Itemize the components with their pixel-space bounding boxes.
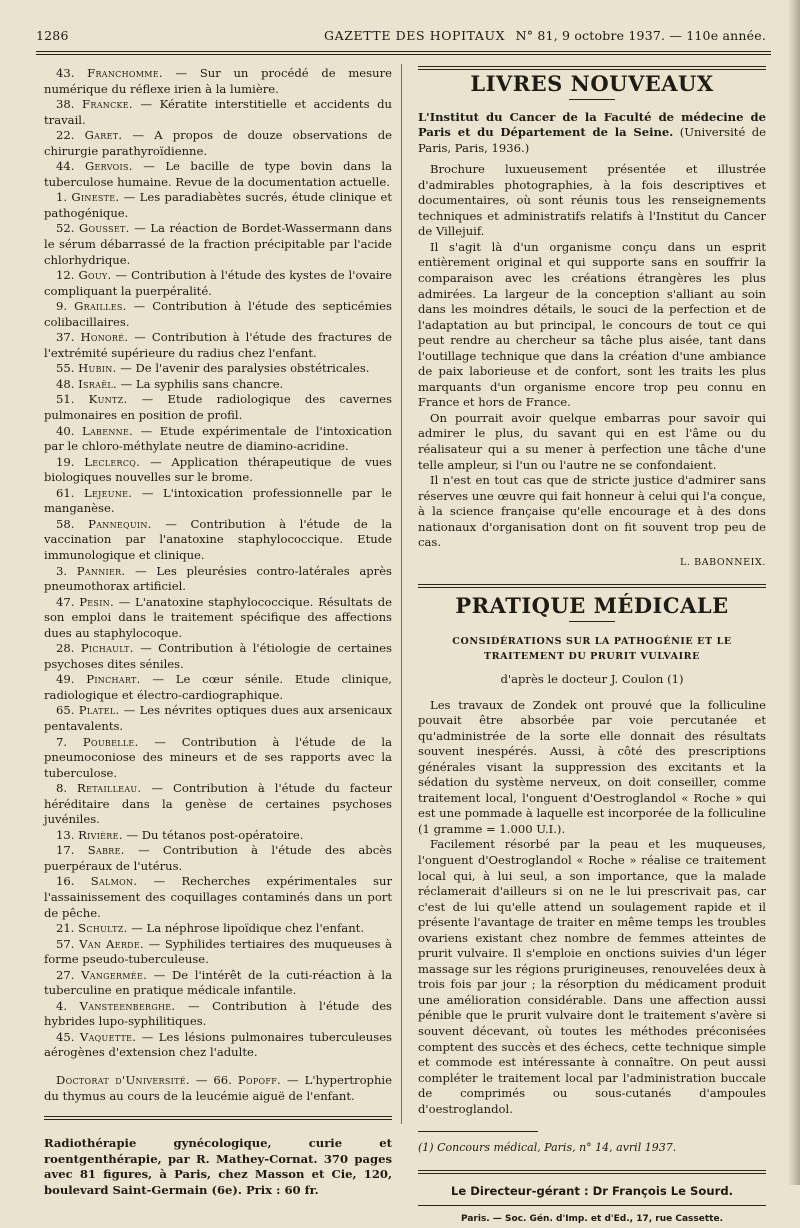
thesis-entry	[44, 672, 392, 703]
thesis-author: Gousset.	[79, 221, 130, 236]
thesis-number: 40.	[56, 423, 75, 438]
header-rule	[36, 51, 771, 52]
thesis-title: — Contribution à l'étude des septicémies colibacillaires.	[44, 299, 392, 329]
thesis-number: 48.	[56, 376, 75, 391]
thesis-author: Labenne.	[81, 423, 134, 438]
thesis-title: — Contribution à l'étude des hybrides lupo-syphilitiques.	[44, 998, 393, 1029]
book-heading	[418, 110, 766, 157]
thesis-entry	[44, 97, 392, 128]
thesis-author: Van Aerde.	[79, 936, 145, 951]
thesis-number: 19.	[56, 454, 75, 469]
thesis-entry	[44, 937, 392, 968]
thesis-entry	[44, 377, 392, 393]
thesis-number: 9.	[56, 299, 68, 314]
thesis-author: Rivière.	[78, 827, 123, 842]
thesis-title: — Du tétanos post-opératoire.	[122, 827, 304, 842]
thesis-title: — L'anatoxine staphylococcique. Résultats de son emploi dans le traitement spécifique des affections dues au staphylocoque.	[44, 594, 393, 640]
thesis-number: 1.	[56, 190, 68, 205]
thesis-author: Sabre.	[87, 843, 125, 858]
book-publisher: (Université de Paris, Paris, 1936.)	[418, 125, 766, 155]
thesis-number: 55.	[56, 361, 75, 376]
thesis-entry	[44, 828, 392, 844]
thesis-title: — Contribution à l'étude de la vaccination par l'anatoxine staphylococcique. Etude immunologique et clinique.	[44, 516, 392, 562]
thesis-author: Pesin.	[79, 594, 114, 609]
thesis-number: 7.	[56, 734, 68, 749]
doctorat-entry	[44, 1073, 392, 1104]
doctorat-label: Doctorat d'Université.	[56, 1073, 190, 1087]
thesis-number: 16.	[56, 874, 75, 889]
thesis-entry	[44, 781, 392, 828]
journal-title: GAZETTE DES HOPITAUX	[324, 28, 506, 43]
printer-line: Paris. — Soc. Gén. d'Imp. et d'Ed., 17, rue Cassette.	[461, 1214, 723, 1225]
thesis-number: 37.	[56, 330, 75, 345]
thesis-author: Vansteenberghe.	[79, 998, 176, 1013]
thesis-title: — La néphrose lipoïdique chez l'enfant.	[127, 921, 365, 936]
thesis-author: Pannier.	[76, 563, 126, 578]
thesis-title: — Syphilides tertiaires des muqueuses à forme pseudo-tuberculeuse.	[44, 936, 392, 967]
thesis-entry	[44, 299, 392, 330]
footnote: (1) Concours médical, Paris, n° 14, avril 1937.	[418, 1141, 677, 1155]
doctorat-author: Popoff.	[237, 1073, 282, 1087]
thesis-entry	[44, 424, 392, 455]
thesis-title: — De l'intérêt de la cuti-réaction à la tuberculine en pratique médicale infantile.	[44, 967, 393, 998]
thesis-number: 51.	[56, 392, 75, 407]
thesis-author: Pichault.	[80, 641, 134, 656]
thesis-author: Hubin.	[78, 361, 117, 376]
article-paragraph: Les travaux de Zondek ont prouvé que la folliculine pouvait être absorbée par voie percutanée et qu'administrée de la sorte elle donnait des résultats souvent inespérés. Aussi, à côté des prescriptions générales visant la suppression des excitants et la sédation du système nerveux, on doit conseiller, comme traitement local, l'onguent d'Oestroglandol « Roche » qui est une pommade à laquelle est incorporée de la folliculine (1 gramme = 1.000 U.I.).	[418, 697, 766, 836]
thesis-title: — Contribution à l'étude du facteur héréditaire dans la genèse de certaines psychoses juvéniles.	[44, 781, 393, 827]
thesis-number: 57.	[56, 936, 75, 951]
thesis-entry	[44, 330, 392, 361]
right-column	[418, 66, 766, 1228]
thesis-number: 49.	[56, 672, 75, 687]
thesis-title: — Application thérapeutique de vues biologiques nouvelles sur le brome.	[44, 454, 392, 485]
thesis-entry	[44, 703, 392, 734]
thesis-author: Gervois.	[84, 159, 133, 174]
page-edge-shadow	[788, 0, 800, 1185]
thesis-author: Israël.	[78, 376, 117, 391]
thesis-author: Retailleau.	[77, 781, 142, 796]
footnote-rule	[418, 1131, 538, 1132]
thesis-author: Grailles.	[74, 299, 127, 314]
pratique-title: PRATIQUE MÉDICALE	[455, 593, 729, 619]
thesis-entry	[44, 361, 392, 377]
thesis-author: Vangermée.	[81, 967, 148, 982]
director-line: Le Directeur-gérant : Dr François Le Sourd.	[450, 1183, 734, 1198]
thesis-title: — Le cœur sénile. Etude clinique, radiologique et électro-cardiographique.	[44, 672, 392, 702]
thesis-author: Pannequin.	[88, 516, 152, 531]
thesis-author: Honoré.	[80, 330, 129, 345]
thesis-author: Platel.	[78, 703, 120, 718]
footer-rule	[418, 1170, 766, 1174]
thesis-title: — Les névrites optiques dues aux arsenicaux pentavalents.	[44, 703, 393, 733]
article-subheading: CONSIDÉRATIONS SUR LA PATHOGÉNIE ET LE TRAITEMENT DU PRURIT VULVAIRE	[452, 635, 732, 662]
review-paragraph: On pourrait avoir quelque embarras pour savoir qui admirer le plus, du savant qui en est l'âme ou du réalisateur qui a su mener à perfection une tâche d'une telle ampleur, si l'un ou l'autre ne se confondaient.	[418, 410, 766, 472]
thesis-number: 43.	[56, 66, 75, 80]
livres-title: LIVRES NOUVEAUX	[470, 71, 714, 96]
thesis-author: Lejeune.	[84, 485, 133, 500]
thesis-number: 3.	[56, 563, 68, 578]
issue-info: N° 81, 9 octobre 1937. — 110e année.	[515, 28, 766, 43]
thesis-number: 4.	[56, 998, 68, 1013]
thesis-author: Franchomme.	[87, 66, 163, 80]
thesis-number: 28.	[56, 641, 75, 656]
thesis-title: — De l'avenir des paralysies obstétricales.	[116, 361, 370, 376]
title-rule	[569, 99, 615, 100]
thesis-title: — Les lésions pulmonaires tuberculeuses aérogènes d'extension chez l'adulte.	[44, 1029, 393, 1060]
thesis-author: Leclercq.	[84, 454, 141, 469]
thesis-title: — Contribution à l'étude de la pneumoconiose des mineurs et de ses rapports avec la tuberculose.	[44, 734, 392, 780]
thesis-title: — Kératite interstitielle et accidents du travail.	[44, 97, 392, 127]
doctorat-number: — 66.	[189, 1073, 238, 1087]
thesis-entry	[44, 1030, 392, 1061]
section-rule	[44, 1116, 392, 1120]
thesis-author: Salmon.	[90, 874, 138, 889]
thesis-number: 21.	[56, 921, 75, 936]
thesis-title: — La réaction de Bordet-Wassermann dans le sérum débarrassé de la fraction précipitable par l'acide chlorhydrique.	[44, 221, 393, 267]
thesis-author: Kuntz.	[88, 392, 128, 407]
thesis-title: — Recherches expérimentales sur l'assainissement des coquillages contaminés dans un port de pêche.	[44, 874, 392, 920]
director-rule	[418, 1205, 766, 1206]
thesis-title: — L'intoxication professionnelle par le manganèse.	[44, 485, 393, 516]
thesis-entry	[44, 735, 392, 782]
title-rule	[569, 621, 615, 622]
thesis-author: Garet.	[84, 128, 123, 143]
thesis-author: Poubelle.	[82, 734, 139, 749]
page-header	[36, 28, 766, 48]
thesis-entry	[44, 999, 392, 1030]
thesis-number: 45.	[56, 1029, 75, 1044]
thesis-title: — Les pleurésies contro-latérales après pneumothorax artificiel.	[44, 563, 393, 594]
top-rule	[418, 66, 766, 70]
thesis-title: — Contribution à l'étude des kystes de l'ovaire compliquant la puerpéralité.	[44, 268, 392, 298]
thesis-entry	[44, 486, 392, 517]
thesis-entry	[44, 595, 392, 642]
thesis-title: — Contribution à l'étude des abcès puerpéraux de l'utérus.	[44, 843, 392, 873]
thesis-number: 8.	[56, 781, 68, 796]
thesis-number: 13.	[56, 827, 75, 842]
thesis-title: — Contribution à l'étiologie de certaines psychoses dites séniles.	[44, 641, 392, 671]
thesis-title: — Sur un procédé de mesure numérique du réflexe irien à la lumière.	[44, 66, 392, 96]
thesis-entry	[44, 190, 392, 221]
thesis-entry	[44, 564, 392, 595]
thesis-author: Schultz.	[78, 921, 128, 936]
thesis-number: 47.	[56, 594, 75, 609]
review-paragraph: Il s'agit là d'un organisme conçu dans un esprit entièrement original et qui supporte sans en souffrir la comparaison avec les créations étrangères les plus admirées. La largeur de la conception s'alliant au soin dans les moindres détails, le souci de la perfection et de l'adaptation au but principal, le concours de tout ce qui peut rendre au chercheur sa tâche plus aisée, tant dans l'outillage technique que dans la création d'une ambiance de paix laborieuse et de confort, sont les traits les plus marquants d'un organisme encore trop peu connu en France et hors de France.	[418, 239, 766, 410]
article-paragraph: Facilement résorbé par la peau et les muqueuses, l'onguent d'Oestroglandol « Roche » réalise ce traitement local qui, à lui seul, a son importance, que la malade réclamerait d'ailleurs si on ne le lui prescrivait pas, car c'est de lui qu'elle attend un soulagement rapide et il présente l'avantage de traiter en même temps les troubles ovariens existant chez nombre de femmes atteintes de prurit vulvaire. Il s'emploie en onctions suivies d'un léger massage sur les régions prurigineuses, renouvelées deux à trois fois par jour ; la résorption du médicament produit une amélioration considérable. Dans une affection aussi pénible que le prurit vulvaire dont le traitement s'avère si souvent décevant, où toutes les méthodes préconisées comptent des succès et des échecs, cette technique simple et commode est intéressante à connaître. On peut aussi compléter le traitement local par l'administration buccale de comprimés ou sous-cutanés d'ampoules d'oestroglandol.	[418, 837, 766, 1116]
thesis-number: 61.	[56, 485, 75, 500]
thesis-title: — A propos de douze observations de chirurgie parathyroïdienne.	[44, 128, 392, 158]
left-column	[44, 66, 392, 1198]
radiotherapie-notice: Radiothérapie gynécologique, curie et roentgenthérapie, par R. Mathey-Cornat. 370 pages avec 81 figures, à Paris, chez Masson et Cie, 120, boulevard Saint-Germain (6e). Prix : 60 fr.	[44, 1136, 392, 1197]
article-byline: d'après le docteur J. Coulon (1)	[500, 671, 684, 686]
thesis-author: Pinchart.	[86, 672, 141, 687]
thesis-number: 44.	[56, 159, 75, 174]
thesis-entry	[44, 968, 392, 999]
thesis-entry	[44, 221, 392, 268]
thesis-title: — La syphilis sans chancre.	[116, 376, 284, 391]
thesis-entry	[44, 159, 392, 190]
thesis-title: — Contribution à l'étude des fractures de l'extrémité supérieure du radius chez l'enfant.	[44, 330, 392, 360]
thesis-entry	[44, 517, 392, 564]
thesis-title: — Etude expérimentale de l'intoxication par le chloro-méthylate neutre de diamino-acridine.	[44, 423, 393, 454]
review-paragraph: Il n'est en tout cas que de stricte justice d'admirer sans réserves une œuvre qui fait honneur à celui qui l'a conçue, à la science française qu'elle encourage et à des dons nationaux d'organisation dont on fit souvent trop peu de cas.	[418, 473, 766, 550]
thesis-entry	[44, 641, 392, 672]
thesis-number: 27.	[56, 967, 75, 982]
thesis-entry	[44, 874, 392, 921]
thesis-number: 58.	[56, 516, 75, 531]
thesis-author: Francke.	[82, 97, 133, 112]
thesis-entry	[44, 455, 392, 486]
thesis-author: Vaquette.	[79, 1029, 137, 1044]
thesis-number: 12.	[56, 268, 75, 283]
page-number: 1286	[36, 28, 69, 43]
section-rule	[418, 584, 766, 588]
thesis-author: Gineste.	[71, 190, 120, 205]
thesis-entry	[44, 392, 392, 423]
thesis-list	[44, 66, 392, 1061]
thesis-entry	[44, 921, 392, 937]
thesis-title: — Les paradiabètes sucrés, étude clinique et pathogénique.	[44, 190, 393, 220]
thesis-entry	[44, 128, 392, 159]
thesis-number: 22.	[56, 128, 75, 143]
thesis-entry	[44, 268, 392, 299]
thesis-author: Gouy.	[78, 268, 112, 283]
thesis-number: 38.	[56, 97, 75, 112]
thesis-number: 17.	[56, 843, 75, 858]
thesis-number: 52.	[56, 221, 75, 236]
thesis-number: 65.	[56, 703, 75, 718]
doctorat-title: — L'hypertrophie du thymus au cours de la leucémie aiguë de l'enfant.	[44, 1073, 393, 1103]
column-divider	[401, 64, 402, 1124]
book-title: L'Institut du Cancer de la Faculté de médecine de Paris et du Département de la Seine.	[418, 109, 766, 140]
header-rule-second	[36, 54, 771, 55]
thesis-entry	[44, 66, 392, 97]
review-signature: L. BABONNEIX.	[679, 556, 766, 568]
thesis-title: — Le bacille de type bovin dans la tuberculose humaine. Revue de la documentation actuelle.	[44, 159, 392, 189]
thesis-title: — Etude radiologique des cavernes pulmonaires en position de profil.	[44, 392, 392, 423]
thesis-entry	[44, 843, 392, 874]
review-paragraph: Brochure luxueusement présentée et illustrée d'admirables photographies, à la fois descriptives et documentaires, où sont réunis tous les renseignements techniques et administratifs relatifs à l'Institut du Cancer de Villejuif.	[418, 162, 766, 239]
